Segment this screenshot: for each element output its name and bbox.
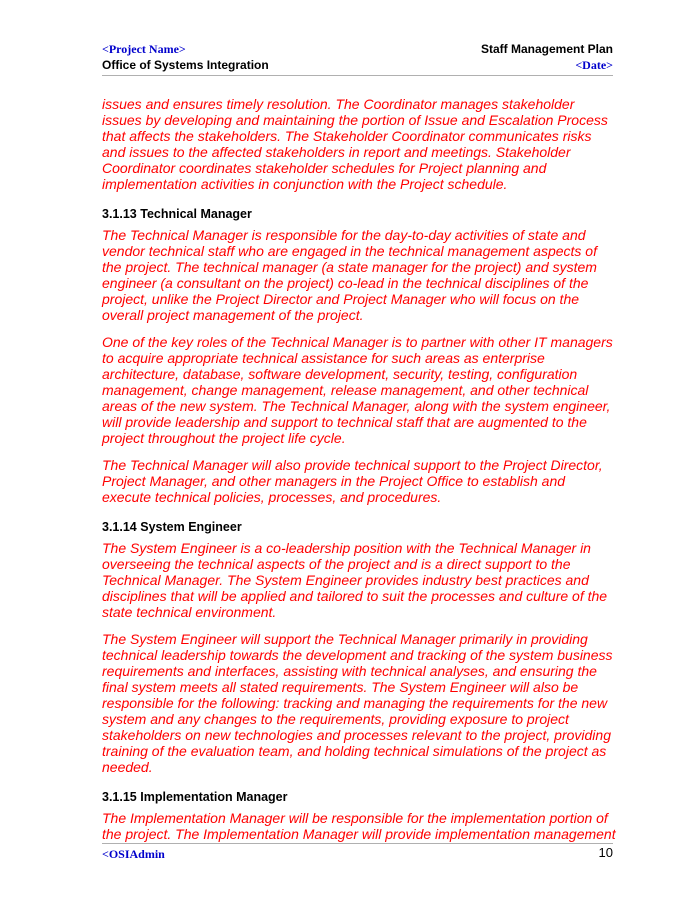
document-body <box>102 96 617 853</box>
project-name-field: <Project Name> <box>102 42 186 56</box>
section-heading-technical-manager <box>102 206 617 222</box>
intro-paragraph: issues and ensures timely resolution. The Coordinator manages stakeholder issues by developing and maintaining the portion of Issue and Escalation Process that affects the stakeholders. The Stakeholder Coordinator communicates risks and issues to the affected stakeholders in report and meetings. Stakeholder Coordinator coordinates stakeholder schedules for Project planning and implementation activities in conjunction with the Project schedule. <box>102 96 608 192</box>
footer-admin-field: <OSIAdmin <box>102 847 165 861</box>
paragraph: The System Engineer is a co-leadership position with the Technical Manager in overseeing the technical aspects of the project and is a direct support to the Technical Manager. The System Engineer provides industry best practices and disciplines that will be applied and tailored to suit the processes and culture of the state technical environment. <box>102 540 608 620</box>
date-field: <Date> <box>575 58 613 72</box>
paragraph: One of the key roles of the Technical Manager is to partner with other IT managers to acquire appropriate technical assistance for such areas as enterprise architecture, database, software development, security, testing, configuration management, change management, release management, and other technical areas of the new system. The Technical Manager, along with the system engineer, will provide leadership and support to technical staff that are augmented to the project throughout the project life cycle. <box>102 334 613 446</box>
section-heading-system-engineer <box>102 519 617 535</box>
section-title: Implementation Manager <box>140 790 288 804</box>
page-number: 10 <box>598 845 613 860</box>
paragraph: The Technical Manager is responsible for the day-to-day activities of state and vendor technical staff who are engaged in the technical management aspects of the project. The technical manager (a state manager for the project) and system engineer (a consultant on the project) co-lead in the technical disciplines of the project, unlike the Project Director and Project Manager who will focus on the overall project management of the project. <box>102 227 597 323</box>
section-title: Technical Manager <box>140 207 252 221</box>
section-title: System Engineer <box>140 520 242 534</box>
section-number: 3.1.15 <box>102 790 137 804</box>
header-row-top <box>102 42 613 57</box>
paragraph: The Technical Manager will also provide technical support to the Project Director, Project Manager, and other managers in the Project Office to establish and execute technical policies, processes, and procedures. <box>102 457 603 505</box>
header-divider <box>102 75 613 76</box>
footer-divider <box>102 843 613 844</box>
section-number: 3.1.13 <box>102 207 137 221</box>
paragraph: The System Engineer will support the Technical Manager primarily in providing technical leadership towards the development and tracking of the system business requirements and interfaces, assisting with technical analyses, and ensuring the final system meets all stated requirements. The System Engineer will also be responsible for the following: tracking and managing the requirements for the new system and any changes to the requirements, providing exposure to project stakeholders on new technologies and processes relevant to the project, providing training of the evaluation team, and holding technical simulations of the project as needed. <box>102 631 613 775</box>
section-heading-implementation-manager <box>102 789 617 805</box>
document-title: Staff Management Plan <box>480 42 613 56</box>
section-number: 3.1.14 <box>102 520 137 534</box>
header-row-bottom <box>102 58 613 73</box>
paragraph: The Implementation Manager will be responsible for the implementation portion of the project. The Implementation Manager will provide implementation management <box>102 810 616 842</box>
organization-name: Office of Systems Integration <box>102 58 269 72</box>
